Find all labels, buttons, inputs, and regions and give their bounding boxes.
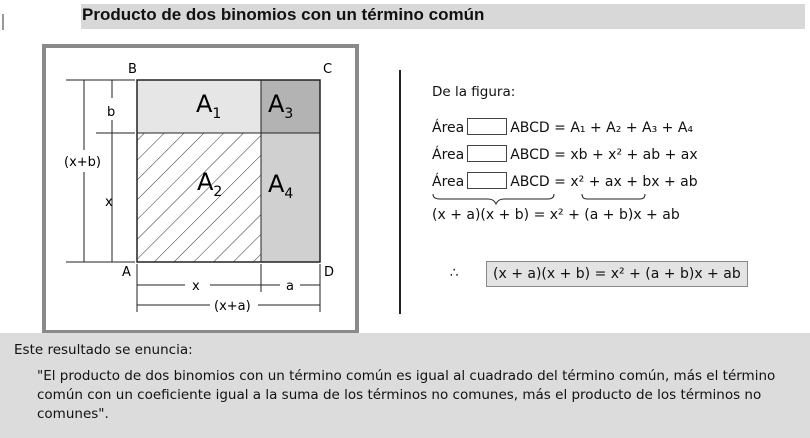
- label-a2: $A_2$: [197, 168, 223, 200]
- dim-x-bottom: x: [192, 279, 200, 294]
- dim-b: b: [107, 105, 116, 120]
- corner-a: A: [122, 265, 131, 280]
- dim-x-plus-b: (x+b): [64, 155, 101, 170]
- derivation-line-3: Área ABCD = x² + ax + bx + ab: [432, 174, 698, 190]
- corner-d: D: [324, 265, 335, 280]
- region-a2: [137, 133, 261, 262]
- corner-b: B: [128, 62, 137, 77]
- label-a1: $A_1$: [196, 90, 222, 122]
- blank-box: [467, 118, 507, 135]
- left-dimension-lines: [66, 80, 135, 262]
- derivation-intro: De la figura:: [432, 84, 516, 100]
- derivation-line-2: Área ABCD = xb + x² + ab + ax: [432, 147, 698, 163]
- dim-x-left: x: [105, 195, 113, 210]
- vertical-divider: [399, 70, 401, 314]
- statement-intro: Este resultado se enuncia:: [14, 342, 193, 358]
- label-a3: $A_3$: [268, 90, 294, 122]
- derivation-line-1: Área ABCD = A₁ + A₂ + A₃ + A₄: [432, 120, 694, 136]
- derivation-line-4: (x + a)(x + b) = x² + (a + b)x + ab: [432, 207, 680, 223]
- statement-quote: "El producto de dos binomios con un término común es igual al cuadrado del término común, más el término común con un coeficiente igual a la suma de los términos no comunes, más el producto de los términos no comunes".: [37, 368, 776, 422]
- blank-box: [467, 172, 507, 189]
- blank-box: [467, 145, 507, 162]
- page-title: Producto de dos binomios con un término común: [82, 5, 485, 24]
- dim-a-bottom: a: [286, 279, 294, 294]
- corner-c: C: [323, 62, 333, 77]
- result-box: (x + a)(x + b) = x² + (a + b)x + ab: [486, 261, 748, 287]
- label-a4: $A_4$: [268, 170, 294, 202]
- dim-x-plus-a: (x+a): [214, 299, 251, 314]
- therefore-symbol: ∴: [450, 265, 459, 281]
- derivation-braces: [433, 194, 645, 204]
